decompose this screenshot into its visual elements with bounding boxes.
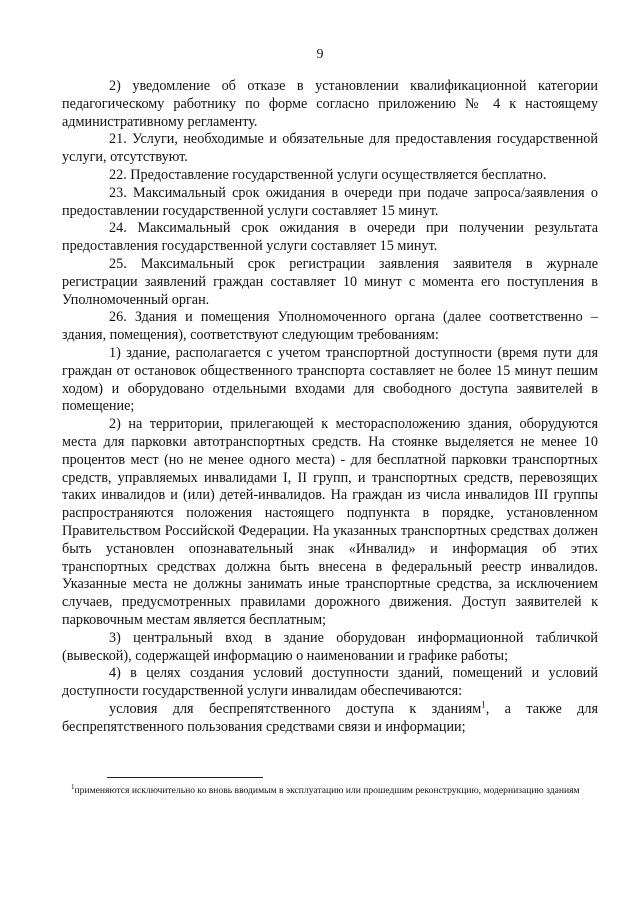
paragraph: 22. Предоставление государственной услуги осуществляется бесплатно. <box>109 166 547 183</box>
paragraph: 4) в целях создания условий доступности зданий, помещений и условий доступности государственной услуги инвалидам обеспечиваются: <box>62 665 598 700</box>
footnote-text: применяются исключительно ко вновь вводимым в эксплуатацию или прошедшим реконструкцию, модернизацию зданиям <box>74 785 580 796</box>
paragraph: 25. Максимальный срок регистрации заявления заявителя в журнале регистрации заявлений граждан составляет 10 минут с момента его поступления в Уполномоченный орган. <box>62 255 598 308</box>
paragraph: 21. Услуги, необходимые и обязательные для предоставления государственной услуги, отсутствуют. <box>62 131 598 166</box>
footnote-marker: 1 <box>71 782 75 791</box>
paragraph: 2) на территории, прилегающей к месторасположению здания, оборудуются места для парковки автотранспортных средств. На стоянке выделяется не менее 10 процентов мест (но не менее одного места) - для бесплатной парковки транспортных средств, управляемых инвалидами I, II групп, и транспортных средств, перевозящих таких инвалидов и (или) детей-инвалидов. На граждан из числа инвалидов III группы распространяются положения настоящего подпункта в порядке, установленном Правительством Российской Федерации. На указанных транспортных средствах должен быть установлен опознавательный знак «Инвалид» и информация об этих транспортных средствах должна быть внесена в федеральный реестр инвалидов. Указанные места не должны занимать иные транспортные средства, за исключением случаев, предусмотренных правилами дорожного движения. Доступ заявителей к парковочным местам является бесплатным; <box>62 416 598 628</box>
paragraph: 23. Максимальный срок ожидания в очереди при подаче запроса/заявления о предоставлении государственной услуги составляет 15 минут. <box>62 184 598 219</box>
paragraph <box>62 701 598 737</box>
paragraph-text-before: условия для беспрепятственного доступа к зданиям <box>109 700 482 717</box>
paragraph: 3) центральный вход в здание оборудован информационной табличкой (вывеской), содержащей информацию о наименовании и графике работы; <box>62 629 598 664</box>
paragraph: 24. Максимальный срок ожидания в очереди при получении результата предоставления государственной услуги составляет 15 минут. <box>62 220 598 255</box>
footnote-reference: 1 <box>481 699 486 710</box>
document-body <box>62 78 598 736</box>
footnote <box>62 784 598 797</box>
paragraph: 1) здание, располагается с учетом транспортной доступности (время пути для граждан от остановок общественного транспорта составляет не более 15 минут пешим ходом) и оборудовано отдельными входами для свободного доступа заявителей в помещение; <box>62 344 598 415</box>
paragraph-text-after: , а также для беспрепятственного пользования средствами связи и информации; <box>62 700 598 735</box>
footnote-divider <box>107 777 263 778</box>
paragraph: 2) уведомление об отказе в установлении квалификационной категории педагогическому работнику по форме согласно приложению № 4 к настоящему административному регламенту. <box>62 78 598 130</box>
paragraph: 26. Здания и помещения Уполномоченного органа (далее соответственно – здания, помещения), соответствуют следующим требованиям: <box>62 309 598 344</box>
page-number: 9 <box>316 47 324 62</box>
